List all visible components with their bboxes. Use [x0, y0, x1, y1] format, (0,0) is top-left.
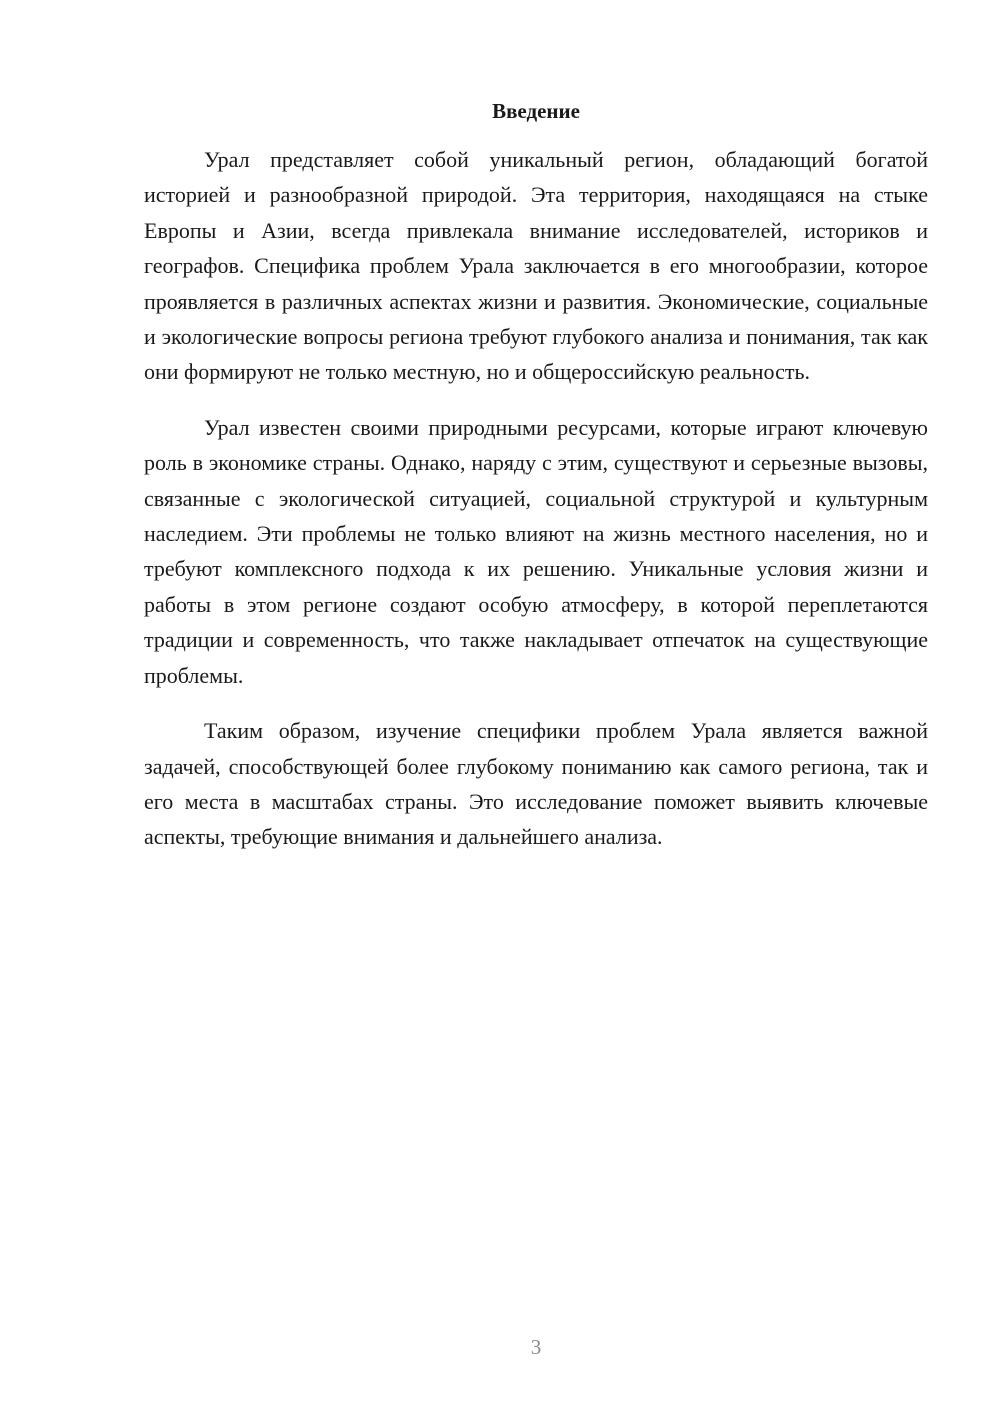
page-number: 3: [530, 1335, 542, 1359]
paragraph-1: Урал представляет собой уникальный регион, обладающий богатой историей и разнообразной природой. Эта территория, находящаяся на стыке Европы и Азии, всегда привлекала внимание исследователей, историков и географов. Специфика проблем Урала заключается в его многообразии, которое проявляется в различных аспектах жизни и развития. Экономические, социальные и экологические вопросы региона требуют глубокого анализа и понимания, так как они формируют не только местную, но и общероссийскую реальность.: [144, 147, 928, 385]
section-heading: Введение: [492, 99, 580, 123]
paragraph-2: Урал известен своими природными ресурсами, которые играют ключевую роль в экономике страны. Однако, наряду с этим, существуют и серьезные вызовы, связанные с экологической ситуацией, социальной структурой и культурным наследием. Эти проблемы не только влияют на жизнь местного населения, но и требуют комплексного подхода к их решению. Уникальные условия жизни и работы в этом регионе создают особую атмосферу, в которой переплетаются традиции и современность, что также накладывает отпечаток на существующие проблемы.: [144, 414, 928, 688]
paragraph-3: Таким образом, изучение специфики проблем Урала является важной задачей, способствующей более глубокому пониманию как самого региона, так и его места в масштабах страны. Это исследование поможет выявить ключевые аспекты, требующие внимания и дальнейшего анализа.: [144, 718, 928, 850]
body-text: [144, 142, 928, 875]
